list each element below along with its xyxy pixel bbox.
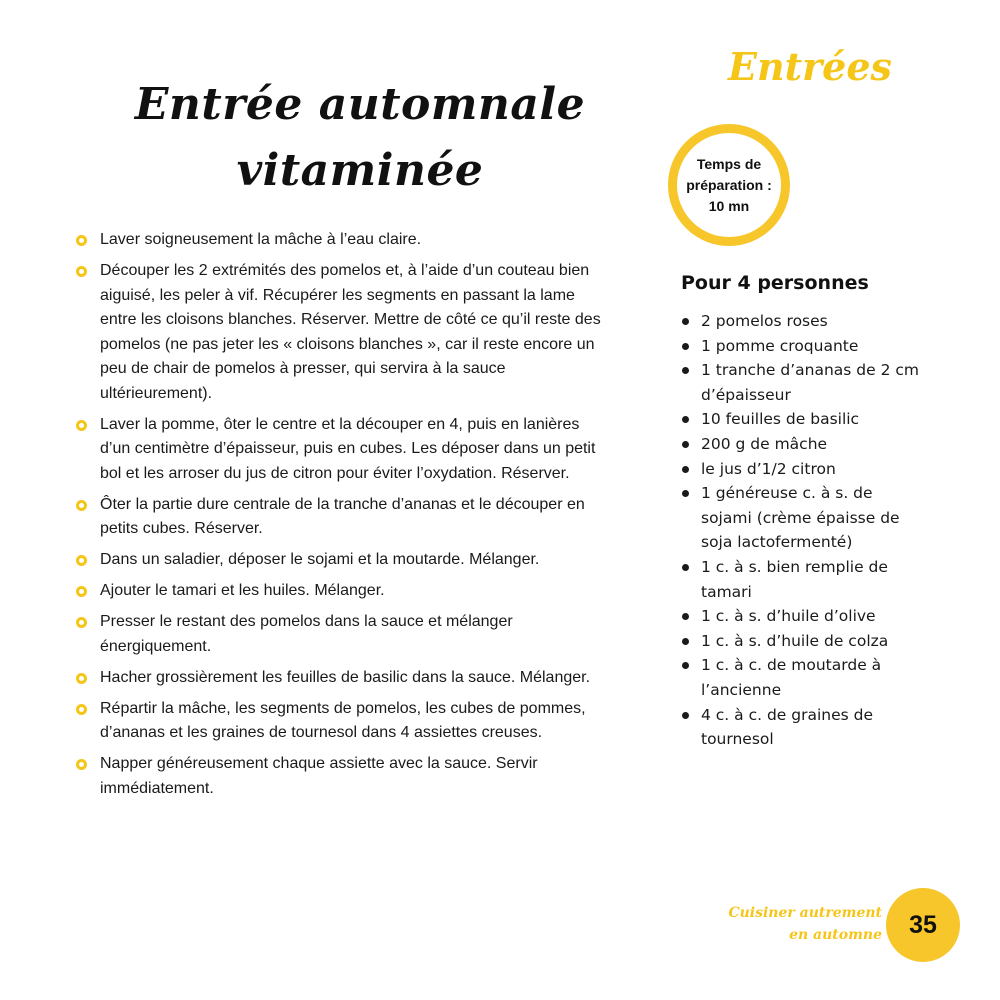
bullet-icon <box>76 420 87 431</box>
ingredient-text: 1 c. à c. de moutarde à l’ancienne <box>701 656 882 699</box>
ingredient-text: 10 feuilles de basilic <box>701 410 860 429</box>
step-item <box>74 666 612 691</box>
ingredient-item <box>681 407 921 432</box>
bullet-dot-icon <box>682 490 689 497</box>
footer-line-1: Cuisiner autrement <box>728 905 882 921</box>
ingredient-item <box>681 334 921 359</box>
bullet-dot-icon <box>682 564 689 571</box>
step-text: Laver soigneusement la mâche à l’eau claire. <box>100 231 422 248</box>
step-text: Ôter la partie dure centrale de la tranche d’ananas et le découper en petits cubes. Réserver. <box>100 495 585 537</box>
title-line-1: Entrée automnale <box>134 79 586 130</box>
step-text: Répartir la mâche, les segments de pomelos, les cubes de pommes, d’ananas et les graines de tournesol dans 4 assiettes creuses. <box>100 699 586 741</box>
section-label: Entrées <box>728 44 892 89</box>
ingredient-text: 1 généreuse c. à s. de sojami (crème épaisse de soja lactofermenté) <box>701 484 900 552</box>
ingredient-text: 4 c. à c. de graines de tournesol <box>701 705 874 749</box>
step-item <box>74 228 612 253</box>
ingredient-text: 1 tranche d’ananas de 2 cm d’épaisseur <box>701 361 919 404</box>
ingredient-item <box>681 703 921 752</box>
ingredient-text: le jus d’1/2 citron <box>701 459 836 478</box>
step-text: Dans un saladier, déposer le sojami et la moutarde. Mélanger. <box>100 551 540 568</box>
ingredients-title: Pour 4 personnes <box>681 272 869 294</box>
bullet-icon <box>76 235 87 246</box>
prep-time-value: 10 mn <box>708 197 750 214</box>
step-item <box>74 548 612 573</box>
bullet-dot-icon <box>682 416 689 423</box>
step-item <box>74 610 612 659</box>
step-item <box>74 752 612 801</box>
prep-time-line-2: préparation : <box>686 176 772 193</box>
step-text: Napper généreusement chaque assiette avec la sauce. Servir immédiatement. <box>100 755 538 797</box>
ingredient-item <box>681 432 921 457</box>
step-item <box>74 259 612 406</box>
prep-time-badge <box>668 124 790 246</box>
step-item <box>74 413 612 487</box>
bullet-dot-icon <box>682 638 689 645</box>
bullet-dot-icon <box>682 466 689 473</box>
step-item <box>74 579 612 604</box>
ingredient-item <box>681 653 921 702</box>
bullet-dot-icon <box>682 367 689 374</box>
steps-list <box>74 228 612 808</box>
page-number: 35 <box>886 888 960 962</box>
step-text: Hacher grossièrement les feuilles de basilic dans la sauce. Mélanger. <box>100 668 591 686</box>
ingredients-list <box>681 309 921 752</box>
prep-time-line-1: Temps de <box>696 155 762 172</box>
ingredient-text: 2 pomelos roses <box>701 312 828 330</box>
bullet-icon <box>76 704 87 715</box>
ingredient-text: 1 c. à s. bien remplie de tamari <box>701 557 888 601</box>
bullet-icon <box>76 586 87 597</box>
ingredient-item <box>681 555 921 604</box>
title-line-2: vitaminée <box>236 145 484 196</box>
bullet-dot-icon <box>682 343 689 350</box>
ingredient-item <box>681 481 921 555</box>
bullet-dot-icon <box>682 318 689 325</box>
step-text: Presser le restant des pomelos dans la sauce et mélanger énergiquement. <box>100 613 513 655</box>
bullet-dot-icon <box>682 662 689 669</box>
bullet-icon <box>76 555 87 566</box>
ingredient-item <box>681 629 921 654</box>
footer-book-title <box>700 902 882 946</box>
footer-line-2: en automne <box>789 927 882 943</box>
ingredient-item <box>681 457 921 482</box>
bullet-icon <box>76 759 87 770</box>
step-text: Laver la pomme, ôter le centre et la découper en 4, puis en lanières d’un centimètre d’épaisseur, puis en cubes. Les déposer dans un petit bol et les arroser du jus de citron pour éviter l’oxydation. Réserver. <box>100 415 596 482</box>
bullet-dot-icon <box>682 712 689 719</box>
bullet-icon <box>76 500 87 511</box>
ingredient-text: 1 c. à s. d’huile d’olive <box>701 607 876 626</box>
bullet-dot-icon <box>682 441 689 448</box>
bullet-icon <box>76 673 87 684</box>
step-item <box>74 697 612 746</box>
recipe-title <box>100 72 620 204</box>
ingredient-item <box>681 358 921 407</box>
ingredient-text: 200 g de mâche <box>701 434 828 453</box>
bullet-dot-icon <box>682 613 689 620</box>
step-item <box>74 493 612 542</box>
step-text: Ajouter le tamari et les huiles. Mélanger. <box>100 582 385 599</box>
ingredient-text: 1 pomme croquante <box>701 336 859 355</box>
ingredient-item <box>681 309 921 334</box>
bullet-icon <box>76 266 87 277</box>
bullet-icon <box>76 617 87 628</box>
ingredient-text: 1 c. à s. d’huile de colza <box>701 631 889 650</box>
step-text: Découper les 2 extrémités des pomelos et, à l’aide d’un couteau bien aiguisé, les peler à vif. Récupérer les segments en passant la lame entre les cloisons blanches. Réserver. Mettre de côté ce qu’il reste des pomelos (ne pas jeter les « cloisons blanches », car il reste encore un peu de chair de pomelos à presser, qui servira à la sauce ultérieurement). <box>100 262 601 402</box>
ingredient-item <box>681 604 921 629</box>
